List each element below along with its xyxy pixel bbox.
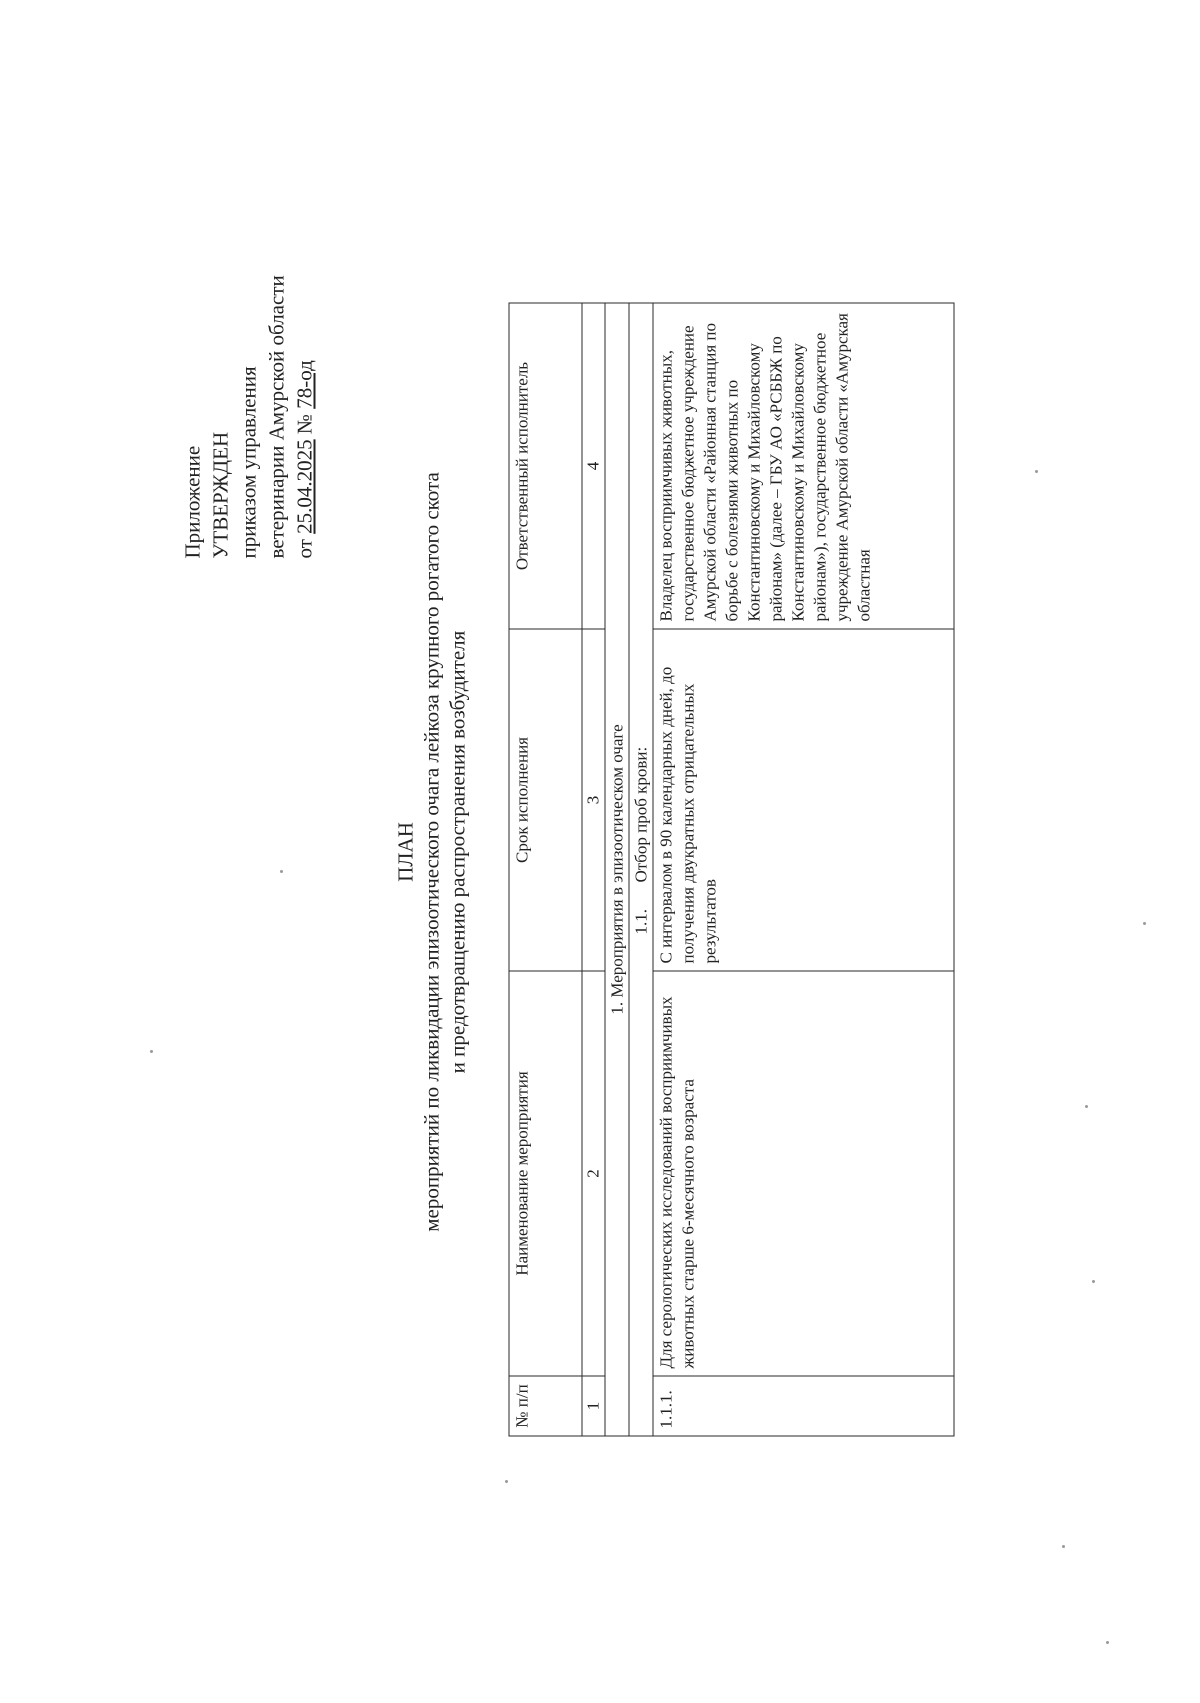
row-term: С интервалом в 90 календарных дней, до получения двукратных отрицательных результатов bbox=[653, 629, 954, 971]
column-number: 2 bbox=[582, 971, 605, 1376]
column-number: 1 bbox=[582, 1376, 605, 1436]
table-header-row bbox=[509, 303, 582, 1436]
approval-approved: УТВЕРЖДЕН bbox=[208, 431, 232, 558]
scan-speck bbox=[1085, 1105, 1088, 1108]
table-row bbox=[653, 303, 954, 1436]
row-executor: Владелец восприимчивых животных, государственное бюджетное учреждение Амурской области «Районная станция по борьбе с болезнями животных по Константиновскому и Михайловскому районам» (далее – ГБУ АО «РСББЖ по Константиновскому и Михайловскому районам»), государственное бюджетное учреждение Амурской области «Амурская областная bbox=[653, 303, 954, 629]
approval-number: 78-од bbox=[292, 359, 316, 409]
approval-date-prefix: от bbox=[292, 538, 316, 558]
row-number: 1.1.1. bbox=[653, 1376, 954, 1436]
scan-speck bbox=[505, 1480, 508, 1483]
approval-order-by: приказом управления bbox=[236, 365, 260, 558]
header-term: Срок исполнения bbox=[509, 629, 582, 971]
approval-date: 25.04.2025 bbox=[292, 438, 316, 534]
column-number: 4 bbox=[582, 303, 605, 629]
subsection-cell bbox=[629, 303, 653, 1436]
approval-block bbox=[178, 275, 318, 558]
row-name: Для серологических исследований восприимчивых животных старше 6-месячного возраста bbox=[653, 971, 954, 1376]
approval-authority: ветеринарии Амурской области bbox=[264, 274, 288, 558]
header-name: Наименование мероприятия bbox=[509, 971, 582, 1376]
section-row bbox=[605, 303, 629, 1436]
subsection-row bbox=[629, 303, 653, 1436]
scan-speck bbox=[1035, 470, 1038, 473]
column-number: 3 bbox=[582, 629, 605, 971]
subsection-title: Отбор проб крови: bbox=[631, 746, 650, 882]
scan-speck bbox=[1106, 1641, 1109, 1644]
title-line-1: мероприятий по ликвидации эпизоотического очага лейкоза крупного рогатого скота bbox=[419, 471, 443, 1232]
approval-date-line bbox=[290, 275, 318, 558]
scan-speck bbox=[280, 870, 283, 873]
header-executor: Ответственный исполнитель bbox=[509, 303, 582, 629]
section-title: 1. Мероприятия в эпизоотическом очаге bbox=[605, 303, 629, 1436]
title-heading: ПЛАН bbox=[393, 821, 417, 882]
scan-speck bbox=[150, 1050, 153, 1053]
column-number-row bbox=[582, 303, 605, 1436]
approval-number-sign: № bbox=[292, 413, 316, 434]
document-title bbox=[392, 0, 470, 1703]
scan-speck bbox=[1143, 922, 1146, 925]
scan-speck bbox=[1092, 1280, 1095, 1283]
subsection-number: 1.1. bbox=[631, 908, 650, 934]
approval-appendix: Приложение bbox=[180, 445, 204, 558]
header-number: № п/п bbox=[509, 1376, 582, 1436]
scan-speck bbox=[1062, 1545, 1065, 1548]
plan-table bbox=[508, 302, 954, 1436]
title-line-2: и предотвращению распространения возбудителя bbox=[445, 630, 469, 1073]
